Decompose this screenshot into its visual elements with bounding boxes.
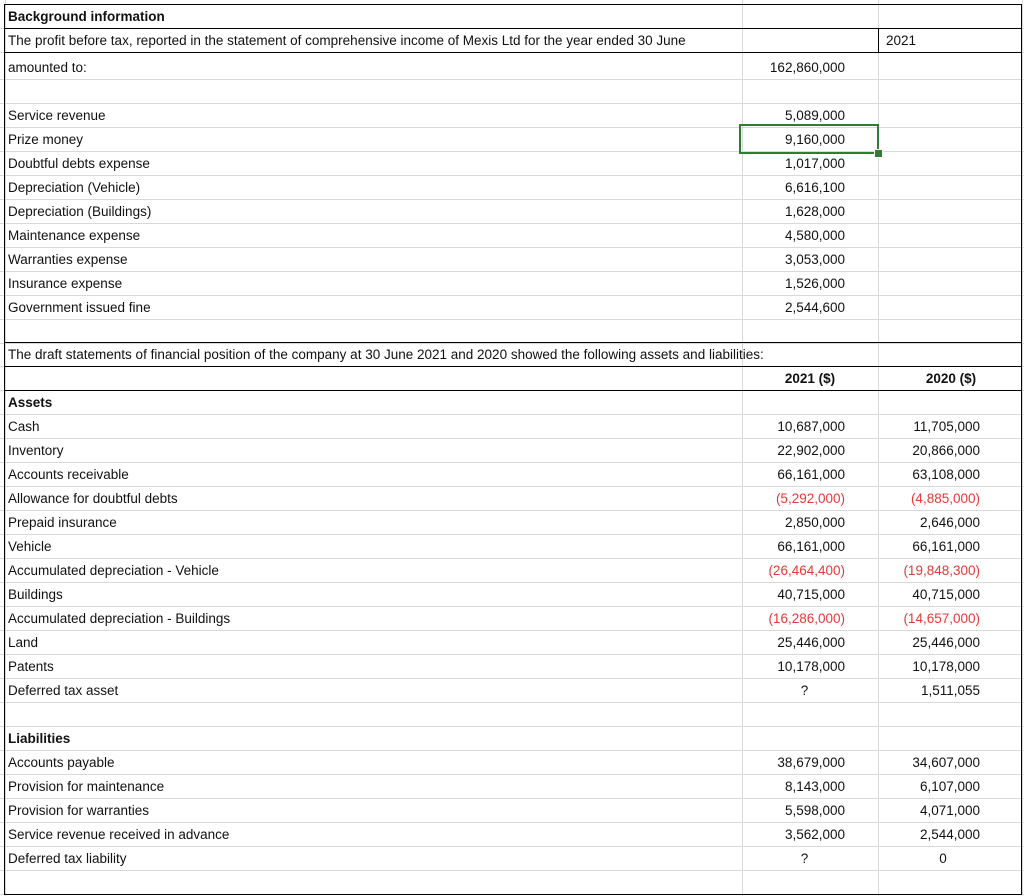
- liability-value-2020[interactable]: 34,607,000: [912, 755, 980, 770]
- sheet-row[interactable]: [0, 80, 1024, 104]
- sheet-row[interactable]: [0, 320, 1024, 344]
- year-cell[interactable]: 2021: [886, 33, 917, 48]
- asset-value-2021[interactable]: 40,715,000: [777, 587, 845, 602]
- item-value[interactable]: 9,160,000: [784, 132, 845, 147]
- asset-row[interactable]: [0, 655, 1024, 679]
- sheet-row[interactable]: [0, 29, 1024, 53]
- asset-value-2020[interactable]: 20,866,000: [912, 443, 980, 458]
- column-header-2021[interactable]: 2021 ($): [784, 371, 836, 386]
- liability-row[interactable]: [0, 775, 1024, 799]
- sheet-row[interactable]: [0, 367, 1024, 391]
- sheet-row[interactable]: [0, 391, 1024, 415]
- asset-label[interactable]: Allowance for doubtful debts: [8, 491, 178, 506]
- liability-value-2021[interactable]: 3,562,000: [784, 827, 845, 842]
- asset-value-2021[interactable]: 25,446,000: [777, 635, 845, 650]
- asset-row[interactable]: [0, 439, 1024, 463]
- asset-value-2020[interactable]: 25,446,000: [912, 635, 980, 650]
- asset-row[interactable]: [0, 679, 1024, 703]
- border-line: [4, 342, 1022, 343]
- asset-value-2021[interactable]: (26,464,400): [768, 563, 845, 578]
- item-label[interactable]: Warranties expense: [8, 252, 128, 267]
- asset-row[interactable]: [0, 631, 1024, 655]
- asset-value-2020[interactable]: 10,178,000: [912, 659, 980, 674]
- asset-label[interactable]: Prepaid insurance: [8, 515, 117, 530]
- liability-row[interactable]: [0, 847, 1024, 871]
- asset-label[interactable]: Patents: [8, 659, 54, 674]
- asset-label[interactable]: Deferred tax asset: [8, 683, 119, 698]
- asset-label[interactable]: Accumulated depreciation - Buildings: [8, 611, 231, 626]
- asset-row[interactable]: [0, 559, 1024, 583]
- asset-value-2021[interactable]: 10,687,000: [777, 419, 845, 434]
- liability-row[interactable]: [0, 799, 1024, 823]
- asset-value-2021[interactable]: 66,161,000: [777, 539, 845, 554]
- intro-line-1[interactable]: The profit before tax, reported in the statement of comprehensive income of Mexis Ltd for the year ended 30 June: [8, 33, 686, 48]
- liability-row[interactable]: [0, 823, 1024, 847]
- sheet-row[interactable]: [0, 200, 1024, 224]
- liability-row[interactable]: [0, 751, 1024, 775]
- item-value[interactable]: 6,616,100: [784, 180, 845, 195]
- liability-label[interactable]: Service revenue received in advance: [8, 827, 230, 842]
- item-value[interactable]: 5,089,000: [784, 108, 845, 123]
- item-label[interactable]: Depreciation (Vehicle): [8, 180, 141, 195]
- sheet-row[interactable]: [0, 5, 1024, 29]
- item-value[interactable]: 1,628,000: [784, 204, 845, 219]
- sheet-row[interactable]: [0, 296, 1024, 320]
- item-value[interactable]: 2,544,600: [784, 300, 845, 315]
- item-label[interactable]: Prize money: [8, 132, 84, 147]
- asset-row[interactable]: [0, 607, 1024, 631]
- background-title[interactable]: Background information: [8, 9, 165, 24]
- liability-value-2021[interactable]: 8,143,000: [784, 779, 845, 794]
- liability-value-2021[interactable]: 5,598,000: [784, 803, 845, 818]
- asset-value-2020[interactable]: 11,705,000: [913, 419, 980, 434]
- item-label[interactable]: Doubtful debts expense: [8, 156, 150, 171]
- border-line: [4, 28, 1022, 29]
- item-value[interactable]: 1,017,000: [784, 156, 845, 171]
- item-label[interactable]: Government issued fine: [8, 300, 151, 315]
- asset-row[interactable]: [0, 463, 1024, 487]
- asset-label[interactable]: Accounts receivable: [8, 467, 129, 482]
- sheet-row[interactable]: [0, 56, 1024, 80]
- item-label[interactable]: Maintenance expense: [8, 228, 141, 243]
- liability-value-2020[interactable]: 2,544,000: [919, 827, 980, 842]
- asset-value-2020[interactable]: 1,511,055: [920, 683, 980, 698]
- position-title[interactable]: The draft statements of financial position of the company at 30 June 2021 and 2020 showed the following assets and liabilities:: [8, 347, 764, 362]
- liability-label[interactable]: Accounts payable: [8, 755, 115, 770]
- asset-value-2020[interactable]: (14,657,000): [903, 611, 980, 626]
- sheet-row[interactable]: [0, 703, 1024, 727]
- liabilities-heading[interactable]: Liabilities: [8, 731, 71, 746]
- asset-value-2021[interactable]: 10,178,000: [777, 659, 845, 674]
- asset-value-2021[interactable]: 22,902,000: [777, 443, 845, 458]
- asset-row[interactable]: [0, 487, 1024, 511]
- asset-label[interactable]: Cash: [8, 419, 40, 434]
- asset-label[interactable]: Inventory: [8, 443, 64, 458]
- asset-label[interactable]: Buildings: [8, 587, 63, 602]
- profit-cell[interactable]: 162,860,000: [769, 60, 845, 75]
- asset-row[interactable]: [0, 511, 1024, 535]
- liability-value-2021[interactable]: ?: [800, 851, 809, 866]
- sheet-row[interactable]: [0, 152, 1024, 176]
- asset-label[interactable]: Land: [8, 635, 39, 650]
- item-value[interactable]: 3,053,000: [784, 252, 845, 267]
- asset-value-2020[interactable]: 2,646,000: [919, 515, 980, 530]
- item-label[interactable]: Depreciation (Buildings): [8, 204, 152, 219]
- asset-label[interactable]: Vehicle: [8, 539, 52, 554]
- liability-value-2021[interactable]: 38,679,000: [777, 755, 845, 770]
- asset-row[interactable]: [0, 535, 1024, 559]
- selected-cell-outline: [739, 124, 879, 154]
- intro-line-2[interactable]: amounted to:: [8, 60, 87, 75]
- sheet-row[interactable]: [0, 176, 1024, 200]
- asset-value-2020[interactable]: (19,848,300): [903, 563, 980, 578]
- column-header-2020[interactable]: 2020 ($): [925, 371, 977, 386]
- item-label[interactable]: Insurance expense: [8, 276, 123, 291]
- assets-heading[interactable]: Assets: [8, 395, 53, 410]
- border-line: [4, 390, 1022, 391]
- asset-row[interactable]: [0, 583, 1024, 607]
- liability-value-2020[interactable]: 4,071,000: [919, 803, 980, 818]
- liability-label[interactable]: Provision for warranties: [8, 803, 150, 818]
- sheet-row[interactable]: [0, 871, 1024, 895]
- item-value[interactable]: 1,526,000: [784, 276, 845, 291]
- asset-value-2020[interactable]: 63,108,000: [912, 467, 980, 482]
- asset-label[interactable]: Accumulated depreciation - Vehicle: [8, 563, 219, 578]
- asset-value-2020[interactable]: 66,161,000: [912, 539, 980, 554]
- liability-label[interactable]: Provision for maintenance: [8, 779, 165, 794]
- sheet-row[interactable]: [0, 224, 1024, 248]
- liability-value-2020[interactable]: 6,107,000: [919, 779, 980, 794]
- asset-value-2021[interactable]: (16,286,000): [768, 611, 845, 626]
- sheet-row[interactable]: [0, 248, 1024, 272]
- asset-value-2021[interactable]: 66,161,000: [777, 467, 845, 482]
- liability-value-2020[interactable]: 0: [939, 851, 947, 866]
- item-label[interactable]: Service revenue: [8, 108, 106, 123]
- sheet-row[interactable]: [0, 272, 1024, 296]
- border-line: [4, 52, 1022, 53]
- asset-value-2021[interactable]: ?: [800, 683, 809, 698]
- sheet-row[interactable]: [0, 343, 1024, 367]
- fill-handle[interactable]: [874, 149, 883, 158]
- asset-value-2020[interactable]: 40,715,000: [912, 587, 980, 602]
- item-value[interactable]: 4,580,000: [784, 228, 845, 243]
- liability-label[interactable]: Deferred tax liability: [8, 851, 127, 866]
- border-line: [4, 366, 1022, 367]
- asset-value-2020[interactable]: (4,885,000): [910, 491, 980, 506]
- sheet-row[interactable]: [0, 727, 1024, 751]
- asset-value-2021[interactable]: 2,850,000: [784, 515, 845, 530]
- border-line: [878, 28, 879, 52]
- asset-row[interactable]: [0, 415, 1024, 439]
- asset-value-2021[interactable]: (5,292,000): [775, 491, 845, 506]
